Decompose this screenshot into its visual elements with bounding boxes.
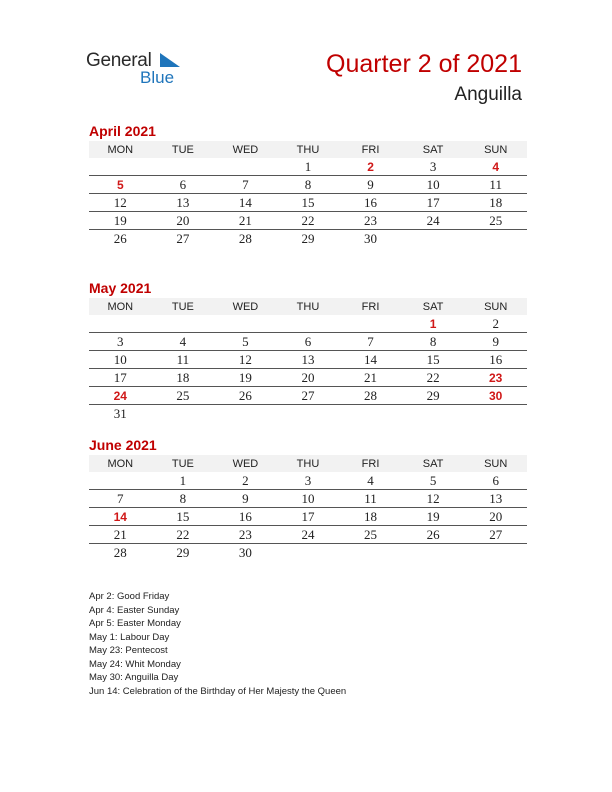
day-cell: 30 — [364, 230, 378, 246]
week-row — [89, 315, 527, 333]
week-row — [89, 230, 527, 248]
month-table — [89, 141, 527, 247]
day-cell: 18 — [464, 194, 527, 212]
day-cell: 6 — [277, 333, 340, 351]
day-cell: 6 — [464, 472, 527, 490]
day-cell: 18 — [339, 508, 402, 526]
logo-triangle-icon — [160, 53, 180, 67]
day-cell: 8 — [402, 333, 465, 351]
weekday-header: FRI — [339, 141, 402, 158]
weekday-header: WED — [214, 455, 277, 472]
day-cell: 29 — [402, 387, 465, 405]
day-cell: 30 — [464, 387, 527, 405]
month-calendar — [89, 122, 527, 247]
day-cell: 8 — [152, 490, 215, 508]
day-cell: 20 — [152, 212, 215, 230]
day-cell: 24 — [402, 212, 465, 230]
weekday-header: THU — [277, 455, 340, 472]
week-row — [89, 508, 527, 526]
day-cell: 28 — [339, 387, 402, 405]
day-cell: 25 — [152, 387, 215, 405]
week-row — [89, 351, 527, 369]
day-cell: 15 — [402, 351, 465, 369]
day-cell: 15 — [277, 194, 340, 212]
month-table — [89, 455, 527, 561]
empty-day-cell — [464, 230, 527, 248]
empty-day-cell — [152, 158, 215, 176]
weekday-header: TUE — [152, 141, 215, 158]
day-cell: 10 — [277, 490, 340, 508]
holiday-note: Apr 5: Easter Monday — [89, 618, 181, 629]
day-cell: 7 — [339, 333, 402, 351]
day-cell: 9 — [339, 176, 402, 194]
empty-day-cell — [402, 405, 465, 423]
month-calendar — [89, 279, 527, 422]
weekday-header: SUN — [464, 298, 527, 315]
day-cell: 15 — [152, 508, 215, 526]
empty-day-cell — [89, 472, 152, 490]
weekday-header: SAT — [402, 298, 465, 315]
day-cell: 2 — [464, 315, 527, 333]
country-name: Anguilla — [454, 84, 522, 105]
holiday-note: Apr 4: Easter Sunday — [89, 604, 180, 616]
day-cell: 27 — [464, 526, 527, 544]
month-table — [89, 298, 527, 422]
day-cell: 27 — [176, 230, 190, 246]
week-row — [89, 212, 527, 230]
day-cell: 12 — [89, 194, 152, 212]
empty-day-cell — [464, 544, 527, 562]
day-cell: 8 — [277, 176, 340, 194]
day-cell: 19 — [89, 212, 152, 230]
empty-day-cell — [464, 405, 527, 423]
day-cell: 5 — [214, 333, 277, 351]
empty-day-cell — [277, 315, 340, 333]
empty-day-cell — [277, 405, 340, 423]
month-title: June 2021 — [89, 437, 157, 453]
day-cell: 6 — [152, 176, 215, 194]
holiday-note: May 23: Pentecost — [89, 645, 168, 656]
day-cell: 27 — [277, 387, 340, 405]
generalblue-logo — [86, 50, 196, 90]
weekday-header: WED — [214, 141, 277, 158]
day-cell: 11 — [339, 490, 402, 508]
empty-day-cell — [402, 230, 465, 248]
day-cell: 13 — [277, 351, 340, 369]
empty-day-cell — [214, 158, 277, 176]
day-cell: 5 — [89, 176, 152, 194]
week-row — [89, 490, 527, 508]
holiday-note: May 30: Anguilla Day — [89, 672, 179, 683]
empty-day-cell — [214, 405, 277, 423]
empty-day-cell — [339, 315, 402, 333]
day-cell: 28 — [113, 544, 127, 560]
logo-word-general: General — [86, 50, 152, 71]
week-row — [89, 387, 527, 405]
weekday-header: THU — [277, 141, 340, 158]
weekday-header-row — [89, 298, 527, 315]
day-cell: 4 — [339, 472, 402, 490]
empty-day-cell — [89, 315, 152, 333]
day-cell: 4 — [152, 333, 215, 351]
day-cell: 21 — [339, 369, 402, 387]
day-cell: 29 — [176, 544, 190, 560]
month-calendar — [89, 436, 527, 561]
weekday-header: TUE — [152, 298, 215, 315]
week-row — [89, 158, 527, 176]
week-row — [89, 526, 527, 544]
holiday-note: Jun 14: Celebration of the Birthday of Her Majesty the Queen — [89, 685, 347, 697]
day-cell: 14 — [214, 194, 277, 212]
day-cell: 17 — [277, 508, 340, 526]
day-cell: 1 — [152, 472, 215, 490]
day-cell: 22 — [402, 369, 465, 387]
day-cell: 26 — [214, 387, 277, 405]
day-cell: 21 — [214, 212, 277, 230]
day-cell: 10 — [402, 176, 465, 194]
weekday-header: SUN — [464, 141, 527, 158]
empty-day-cell — [152, 405, 215, 423]
weekday-header: SUN — [464, 455, 527, 472]
day-cell: 30 — [238, 544, 252, 560]
holiday-note: May 1: Labour Day — [89, 631, 170, 643]
empty-day-cell — [339, 544, 402, 562]
day-cell: 12 — [214, 351, 277, 369]
day-cell: 3 — [402, 158, 465, 176]
weekday-header: MON — [89, 141, 152, 158]
holiday-note: Apr 2: Good Friday — [89, 591, 170, 602]
logo-word-blue: Blue — [140, 68, 175, 87]
day-cell: 13 — [152, 194, 215, 212]
day-cell: 16 — [214, 508, 277, 526]
day-cell: 24 — [277, 526, 340, 544]
day-cell: 14 — [89, 508, 152, 526]
day-cell: 18 — [152, 369, 215, 387]
day-cell: 17 — [89, 369, 152, 387]
week-row — [89, 176, 527, 194]
weekday-header-row — [89, 141, 527, 158]
day-cell: 26 — [402, 526, 465, 544]
day-cell: 16 — [339, 194, 402, 212]
day-cell: 22 — [152, 526, 215, 544]
day-cell: 17 — [402, 194, 465, 212]
day-cell: 7 — [214, 176, 277, 194]
day-cell: 23 — [214, 526, 277, 544]
week-row — [89, 472, 527, 490]
day-cell: 2 — [339, 158, 402, 176]
day-cell: 19 — [402, 508, 465, 526]
day-cell: 25 — [339, 526, 402, 544]
week-row — [89, 194, 527, 212]
weekday-header: MON — [89, 298, 152, 315]
day-cell: 11 — [464, 176, 527, 194]
empty-day-cell — [214, 315, 277, 333]
holiday-notes — [89, 590, 346, 698]
day-cell: 2 — [214, 472, 277, 490]
day-cell: 12 — [402, 490, 465, 508]
empty-day-cell — [339, 405, 402, 423]
day-cell: 4 — [464, 158, 527, 176]
weekday-header: WED — [214, 298, 277, 315]
weekday-header: MON — [89, 455, 152, 472]
month-title: April 2021 — [89, 123, 156, 139]
day-cell: 3 — [277, 472, 340, 490]
day-cell: 23 — [464, 369, 527, 387]
empty-day-cell — [152, 315, 215, 333]
week-row — [89, 333, 527, 351]
day-cell: 21 — [89, 526, 152, 544]
day-cell: 5 — [402, 472, 465, 490]
weekday-header: FRI — [339, 298, 402, 315]
day-cell: 31 — [113, 405, 127, 421]
weekday-header: SAT — [402, 141, 465, 158]
day-cell: 1 — [277, 158, 340, 176]
week-row — [89, 544, 527, 562]
day-cell: 9 — [464, 333, 527, 351]
weekday-header: TUE — [152, 455, 215, 472]
day-cell: 16 — [464, 351, 527, 369]
weekday-header: THU — [277, 298, 340, 315]
day-cell: 25 — [464, 212, 527, 230]
day-cell: 26 — [113, 230, 127, 246]
page-title: Quarter 2 of 2021 — [326, 50, 522, 78]
day-cell: 13 — [464, 490, 527, 508]
empty-day-cell — [89, 158, 152, 176]
day-cell: 29 — [301, 230, 315, 246]
day-cell: 19 — [214, 369, 277, 387]
month-title: May 2021 — [89, 280, 152, 296]
day-cell: 11 — [152, 351, 215, 369]
empty-day-cell — [402, 544, 465, 562]
day-cell: 23 — [339, 212, 402, 230]
day-cell: 24 — [89, 387, 152, 405]
day-cell: 14 — [339, 351, 402, 369]
weekday-header: SAT — [402, 455, 465, 472]
weekday-header: FRI — [339, 455, 402, 472]
day-cell: 3 — [89, 333, 152, 351]
empty-day-cell — [277, 544, 340, 562]
day-cell: 10 — [89, 351, 152, 369]
day-cell: 20 — [464, 508, 527, 526]
holiday-note: May 24: Whit Monday — [89, 658, 181, 670]
day-cell: 28 — [238, 230, 252, 246]
day-cell: 7 — [89, 490, 152, 508]
week-row — [89, 369, 527, 387]
day-cell: 9 — [214, 490, 277, 508]
weekday-header-row — [89, 455, 527, 472]
day-cell: 20 — [277, 369, 340, 387]
day-cell: 1 — [402, 315, 465, 333]
week-row — [89, 405, 527, 423]
day-cell: 22 — [277, 212, 340, 230]
